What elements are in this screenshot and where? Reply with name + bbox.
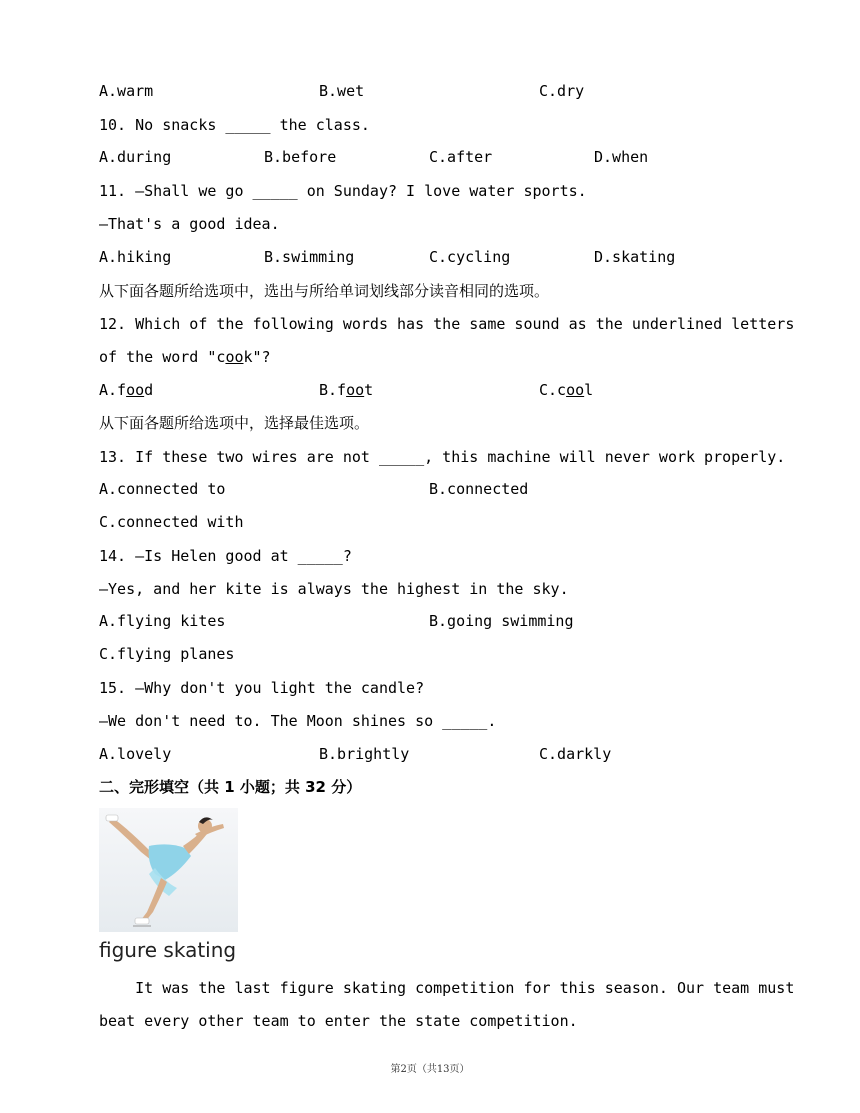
q11-option-b: B.swimming [264,248,355,266]
page-footer: 第2页（共13页） [390,1064,470,1075]
q12-option-a: A.food [99,381,154,399]
q13-stem: 13. If these two wires are not _____, this machine will never work properly. [99,448,786,466]
passage-line-2: beat every other team to enter the state competition. [99,1012,578,1030]
q15-option-a: A.lovely [99,745,172,763]
q10-option-a: A.during [99,148,172,166]
q11-option-c: C.cycling [429,248,511,266]
q14-option-a: A.flying kites [99,612,226,630]
underlined-letters: oo [225,348,244,366]
q15-stem: 15. —Why don't you light the candle? [99,679,425,697]
figure-skater-illustration [99,808,238,932]
q10-stem: 10. No snacks _____ the class. [99,116,370,134]
q13-option-c: C.connected with [99,513,244,531]
image-caption: figure skating [99,938,237,962]
q12-option-b: B.foot [319,381,374,399]
q13-option-a: A.connected to [99,480,226,498]
instruction-best-option: 从下面各题所给选项中，选择最佳选项。 [99,414,370,432]
q11-reply: —That's a good idea. [99,215,280,233]
q10-option-d: D.when [594,148,649,166]
q11-stem: 11. —Shall we go _____ on Sunday? I love water sports. [99,182,587,200]
q15-reply: —We don't need to. The Moon shines so _____. [99,712,497,730]
q15-option-b: B.brightly [319,745,410,763]
q14-stem: 14. —Is Helen good at _____? [99,547,352,565]
q9-option-c: C.dry [539,82,585,100]
q12-option-c: C.cool [539,381,594,399]
q12-stem-line2: of the word "cook"? [99,348,271,366]
q11-option-d: D.skating [594,248,676,266]
q10-option-c: C.after [429,148,493,166]
q9-option-b: B.wet [319,82,365,100]
passage-line-1: It was the last figure skating competition for this season. Our team must [99,979,795,997]
instruction-pronunciation: 从下面各题所给选项中，选出与所给单词划线部分读音相同的选项。 [99,282,550,300]
q12-stem-line1: 12. Which of the following words has the same sound as the underlined letters [99,315,795,333]
q9-option-a: A.warm [99,82,154,100]
q14-option-c: C.flying planes [99,645,235,663]
q14-reply: —Yes, and her kite is always the highest in the sky. [99,580,569,598]
section-heading-cloze: 二、完形填空（共 1 小题；共 32 分） [99,778,362,796]
q15-option-c: C.darkly [539,745,612,763]
q14-option-b: B.going swimming [429,612,574,630]
q13-option-b: B.connected [429,480,529,498]
q10-option-b: B.before [264,148,337,166]
figure-skating-photo [99,808,238,932]
q11-option-a: A.hiking [99,248,172,266]
